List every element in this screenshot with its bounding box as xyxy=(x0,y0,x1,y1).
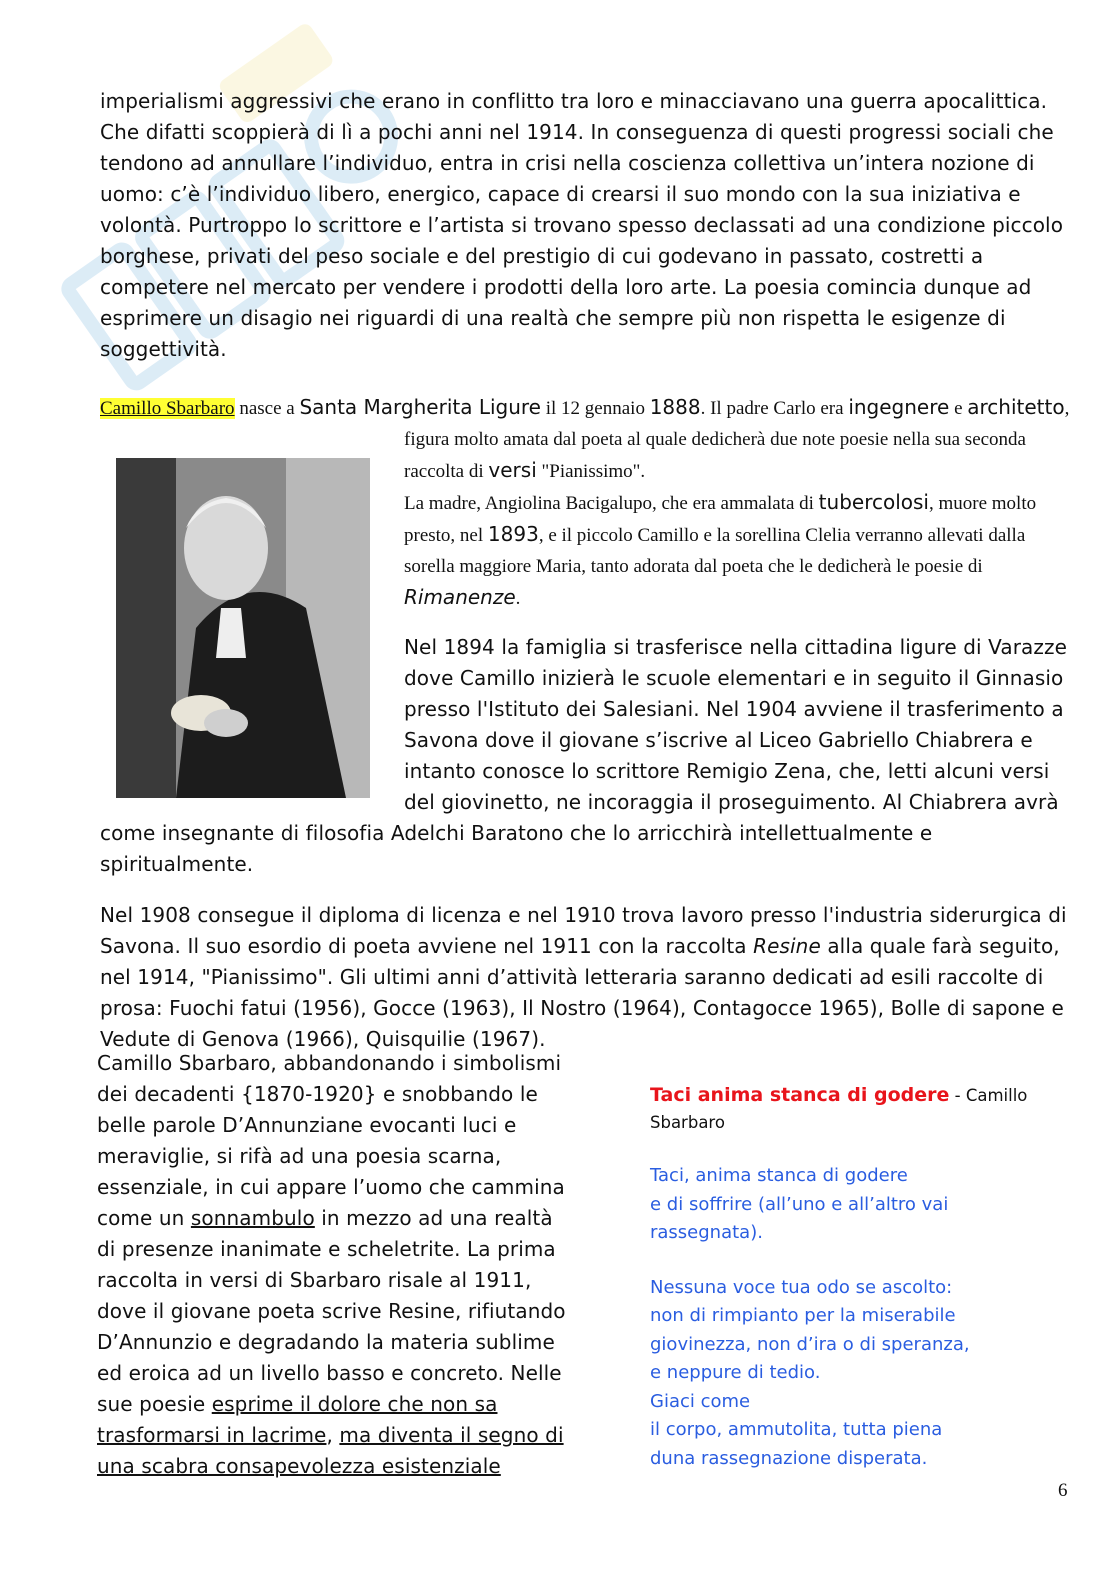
death-year: 1893 xyxy=(487,522,539,546)
poem-line: e neppure di tedio. xyxy=(650,1362,821,1383)
poem-line: il corpo, ammutolita, tutta piena xyxy=(650,1419,943,1440)
analysis-text: , xyxy=(326,1423,340,1447)
page-number: 6 xyxy=(1058,1480,1068,1501)
bio-paragraph-2: Nel 1894 la famiglia si trasferisce nella cittadina ligure di Varazze dove Camillo inizierà le scuole elementari e in seguito il Ginnasio presso l'Istituto dei Salesiani. Nel 1904 avviene il trasferimento a Savona dove il giovane s’iscrive al Liceo Gabriello Chiabrera e intanto conosce lo scrittore Remigio Zena, che, letti alcuni versi del giovinetto, ne incoraggia il proseguimento. Al Chiabrera avrà come insegnante di filosofia Adelchi Baratono che lo arricchirà intellettualmente e spiritualmente. xyxy=(100,635,1067,876)
analysis-text: in mezzo ad una realtà di presenze inanimate e scheletrite. La prima raccolta in versi di Sbarbaro risale al 1911, dove il giovane poeta scrive Resine, rifiutando D’Annunzio e degradando la materia sublime ed eroica ad un livello basso e concreto. Nelle sue poesie xyxy=(97,1206,566,1416)
poem-stanza-1 xyxy=(650,1162,1050,1248)
bio-paragraph-1 xyxy=(100,392,1070,614)
versi-word: versi xyxy=(488,458,537,482)
bio-text: . xyxy=(515,588,521,609)
bio-text: . Il padre Carlo era xyxy=(700,398,849,419)
bio-text: e xyxy=(949,398,968,419)
poem-stanza-2 xyxy=(650,1274,1050,1474)
bio-text: nasce a xyxy=(234,398,300,419)
disease: tubercolosi xyxy=(818,490,929,514)
bio-text: , figura molto amata dal poeta al quale dedicherà due note poesie nella sua seconda raccolta di xyxy=(404,398,1070,482)
bio-paragraph-3 xyxy=(100,900,1070,1055)
author-portrait-image xyxy=(116,458,370,798)
poem-title: Taci anima stanca di godere xyxy=(650,1084,950,1106)
sonnambulo-link[interactable]: sonnambulo xyxy=(190,1206,315,1230)
intro-paragraph: imperialismi aggressivi che erano in conflitto tra loro e minacciavano una guerra apocalittica. Che difatti scoppierà di lì a pochi anni nel 1914. In conseguenza di questi progressi sociali che tendono ad annullare l’individuo, entra in crisi nella coscienza collettiva un’intera nozione di uomo: c’è l’individuo libero, energico, capace di crearsi il suo mondo con la sua iniziativa e volontà. Purtroppo lo scrittore e l’artista si trovano spesso declassati ad una condizione piccolo borghese, privati del peso sociale e del prestigio di cui godevano in passato, costretti a competere nel mercato per vendere i prodotti della loro arte. La poesia comincia dunque ad esprimere un disagio nei riguardi di una realtà che sempre più non rispetta le esigenze di soggettività. xyxy=(100,89,1064,361)
analysis-text: Camillo Sbarbaro, abbandonando i simbolismi dei decadenti {1870-1920} e snobbando le belle parole D’Annunziane evocanti luci e meraviglie, si rifà ad una poesia scarna, essenziale, in cui appare l’uomo che cammina come un xyxy=(97,1051,565,1230)
poem-line: e di soffrire (all’uno e all’altro vai xyxy=(650,1193,949,1215)
rimanenze-title: Rimanenze xyxy=(404,585,516,609)
poem-box xyxy=(650,1082,1050,1473)
author-photo xyxy=(116,458,370,798)
poem-line: rassegnata). xyxy=(650,1222,763,1243)
poem-heading xyxy=(650,1082,1050,1136)
birthplace: Santa Margherita Ligure xyxy=(299,395,541,419)
bio-text: alla quale farà seguito, nel 1914, "Pianissimo". Gli ultimi anni d’attività letteraria saranno dedicati ad esili raccolte di prosa: Fuochi fatui (1956), Gocce (1963), Il Nostro (1964), Contagocce 1965), Bolle di sapone e Vedute di Genova (1966), Quisquilie (1967). xyxy=(100,934,1064,1051)
bio-text: , e il piccolo Camillo e la sorellina Clelia verranno allevati dalla sorella maggiore Maria, tanto adorata dal poeta che le dedicherà le poesie di xyxy=(404,525,1026,577)
poem-line: duna rassegnazione disperata. xyxy=(650,1447,928,1469)
underlined-phrase-1: esprime il dolore che non sa trasformarsi in lacrime xyxy=(97,1392,498,1447)
profession-architect: architetto xyxy=(967,395,1065,419)
bio-text: La madre, Angiolina Bacigalupo, che era ammalata di xyxy=(404,493,819,514)
analysis-paragraph xyxy=(97,1048,567,1482)
underlined-phrase-2: ma diventa il segno di una scabra consapevolezza esistenziale xyxy=(97,1423,564,1478)
poem-line: Giaci come xyxy=(650,1390,751,1412)
resine-title: Resine xyxy=(753,934,821,958)
poem-line: Nessuna voce tua odo se ascolto: xyxy=(650,1276,953,1298)
profession-engineer: ingegnere xyxy=(848,395,950,419)
birth-year: 1888 xyxy=(649,395,701,419)
biography-section xyxy=(100,392,1070,1055)
bio-text: , muore molto presto, nel xyxy=(404,493,1037,546)
bio-text: il 12 gennaio xyxy=(541,398,650,419)
poem-line: non di rimpianto per la miserabile xyxy=(650,1305,956,1326)
poem-line: Taci, anima stanca di godere xyxy=(650,1165,908,1186)
bio-text: "Pianissimo". xyxy=(536,461,646,482)
bio-text: Nel 1908 consegue il diploma di licenza e nel 1910 trova lavoro presso l'industria siderurgica di Savona. Il suo esordio di poeta avviene nel 1911 con la raccolta xyxy=(100,903,1067,958)
poem-line: giovinezza, non d’ira o di speranza, xyxy=(650,1333,970,1355)
author-name-link[interactable]: Camillo Sbarbaro xyxy=(100,398,235,419)
poem-author: - Camillo Sbarbaro xyxy=(650,1086,1028,1132)
